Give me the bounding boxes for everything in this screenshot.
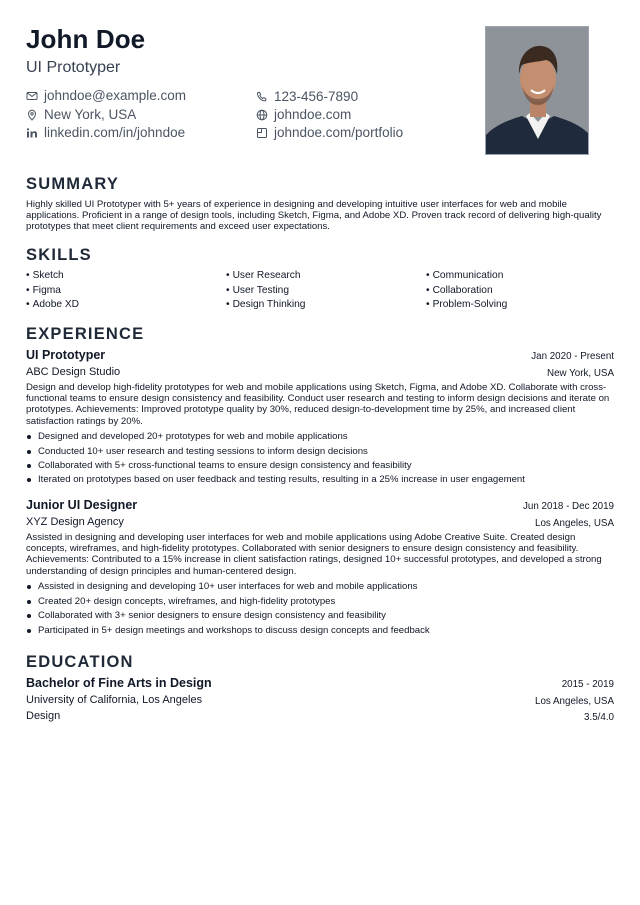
globe-icon bbox=[256, 109, 268, 121]
bullet-dot bbox=[27, 450, 31, 454]
contact-location-text: New York, USA bbox=[44, 107, 137, 122]
job-dates: Jan 2020 - Present bbox=[531, 351, 614, 362]
job-dates: Jun 2018 - Dec 2019 bbox=[523, 501, 614, 512]
experience-heading: EXPERIENCE bbox=[26, 325, 145, 343]
job-title: UI Prototyper bbox=[26, 348, 106, 362]
job-title: Junior UI Designer bbox=[26, 498, 138, 512]
bullet-dot bbox=[27, 585, 31, 589]
portfolio-icon bbox=[256, 127, 268, 139]
list-item-text: Collaborated with 3+ senior designers to ensure design consistency and feasibility bbox=[38, 610, 386, 621]
contact-location bbox=[26, 107, 136, 122]
summary-heading: SUMMARY bbox=[26, 175, 120, 193]
list-item-text: Designed and developed 20+ prototypes for web and mobile applications bbox=[38, 431, 348, 442]
list-item bbox=[26, 474, 525, 485]
education-field: Design bbox=[26, 710, 61, 722]
summary-text: Highly skilled UI Prototyper with 5+ years of experience in designing and developing intuitive user interfaces for web and mobile applications. Proficient in a range of design tools, including Sketch, Figma, and Adobe XD. Proven track record of delivering high-quality prototypes that meet client requirements and exceed user expectations. bbox=[26, 199, 602, 233]
skill-item: • User Testing bbox=[226, 285, 289, 296]
contact-portfolio[interactable] bbox=[256, 125, 403, 140]
skill-item: • Communication bbox=[426, 270, 503, 281]
skill-item: • Design Thinking bbox=[226, 299, 305, 310]
job-description: Assisted in designing and developing user interfaces for web and mobile applications using Adobe Creative Suite. Created design concepts, wireframes, and high-fidelity prototypes. Collaborated with senior designers to ensure design consistency and feasibility. Achievements: Contributed to a 15% increase in client satisfaction ratings, designed 10+ successful prototypes, and developed a strong understanding of design principles and human-centered design. bbox=[26, 532, 602, 577]
skill-item: • Problem-Solving bbox=[426, 299, 507, 310]
profile-photo-image bbox=[486, 27, 589, 155]
job-company: XYZ Design Agency bbox=[26, 516, 124, 528]
mail-icon bbox=[26, 90, 38, 102]
bullet-dot bbox=[27, 478, 31, 482]
job-description: Design and develop high-fidelity prototypes for web and mobile applications using Sketch, Figma, and Adobe XD. Collaborate with cross-functional teams to ensure design consistency and feasibility. Conduct user research and testing to inform design decisions and iterate on prototypes. Achievements: Improved prototype quality by 30%, reduced design-to-development time by 25%, and increased client satisfaction ratings by 20%. bbox=[26, 382, 610, 427]
list-item-text: Iterated on prototypes based on user feedback and testing results, resulting in a 25% increase in user engagement bbox=[38, 474, 525, 485]
contact-linkedin[interactable] bbox=[26, 125, 185, 140]
list-item bbox=[26, 610, 386, 621]
skill-item: • Collaboration bbox=[426, 285, 493, 296]
job-company: ABC Design Studio bbox=[26, 366, 121, 378]
contact-email-text: johndoe@example.com bbox=[44, 88, 187, 103]
bullet-dot bbox=[27, 600, 31, 604]
list-item-text: Conducted 10+ user research and testing sessions to inform design decisions bbox=[38, 446, 368, 457]
bullet-dot bbox=[27, 629, 31, 633]
phone-icon bbox=[256, 91, 268, 103]
education-dates: 2015 - 2019 bbox=[561, 679, 614, 690]
candidate-name: John Doe bbox=[26, 24, 146, 54]
contact-email[interactable] bbox=[26, 88, 186, 103]
list-item bbox=[26, 446, 368, 457]
linkedin-icon bbox=[26, 127, 38, 139]
list-item bbox=[26, 625, 430, 636]
list-item-text: Participated in 5+ design meetings and workshops to discuss design concepts and feedback bbox=[38, 625, 430, 636]
school-name: University of California, Los Angeles bbox=[26, 694, 203, 706]
degree-title: Bachelor of Fine Arts in Design bbox=[26, 676, 212, 690]
skill-item: • Figma bbox=[26, 285, 61, 296]
list-item-text: Assisted in designing and developing 10+ user interfaces for web and mobile applications bbox=[38, 581, 418, 592]
skill-item: • Sketch bbox=[26, 270, 64, 281]
list-item bbox=[26, 460, 412, 471]
skill-item: • Adobe XD bbox=[26, 299, 79, 310]
education-heading: EDUCATION bbox=[26, 653, 134, 671]
list-item-text: Collaborated with 5+ cross-functional teams to ensure design consistency and feasibility bbox=[38, 460, 412, 471]
bullet-dot bbox=[27, 435, 31, 439]
bullet-dot bbox=[27, 464, 31, 468]
contact-linkedin-text: linkedin.com/in/johndoe bbox=[44, 125, 186, 140]
contact-website-text: johndoe.com bbox=[274, 107, 352, 122]
bullet-dot bbox=[27, 614, 31, 618]
contact-phone-text: 123-456-7890 bbox=[274, 89, 359, 104]
list-item bbox=[26, 581, 417, 592]
list-item bbox=[26, 431, 348, 442]
school-location: Los Angeles, USA bbox=[535, 696, 614, 707]
contact-website[interactable] bbox=[256, 107, 351, 122]
map-pin-icon bbox=[26, 109, 38, 121]
job-location: New York, USA bbox=[547, 368, 614, 379]
skills-heading: SKILLS bbox=[26, 246, 92, 264]
job-location: Los Angeles, USA bbox=[535, 518, 614, 529]
contact-portfolio-text: johndoe.com/portfolio bbox=[274, 125, 404, 140]
contact-phone[interactable] bbox=[256, 89, 358, 104]
list-item-text: Created 20+ design concepts, wireframes, and high-fidelity prototypes bbox=[38, 596, 336, 607]
list-item bbox=[26, 596, 335, 607]
education-gpa: 3.5/4.0 bbox=[584, 712, 614, 723]
profile-photo bbox=[485, 26, 589, 155]
skill-item: • User Research bbox=[226, 270, 301, 281]
candidate-role: UI Prototyper bbox=[26, 59, 121, 76]
